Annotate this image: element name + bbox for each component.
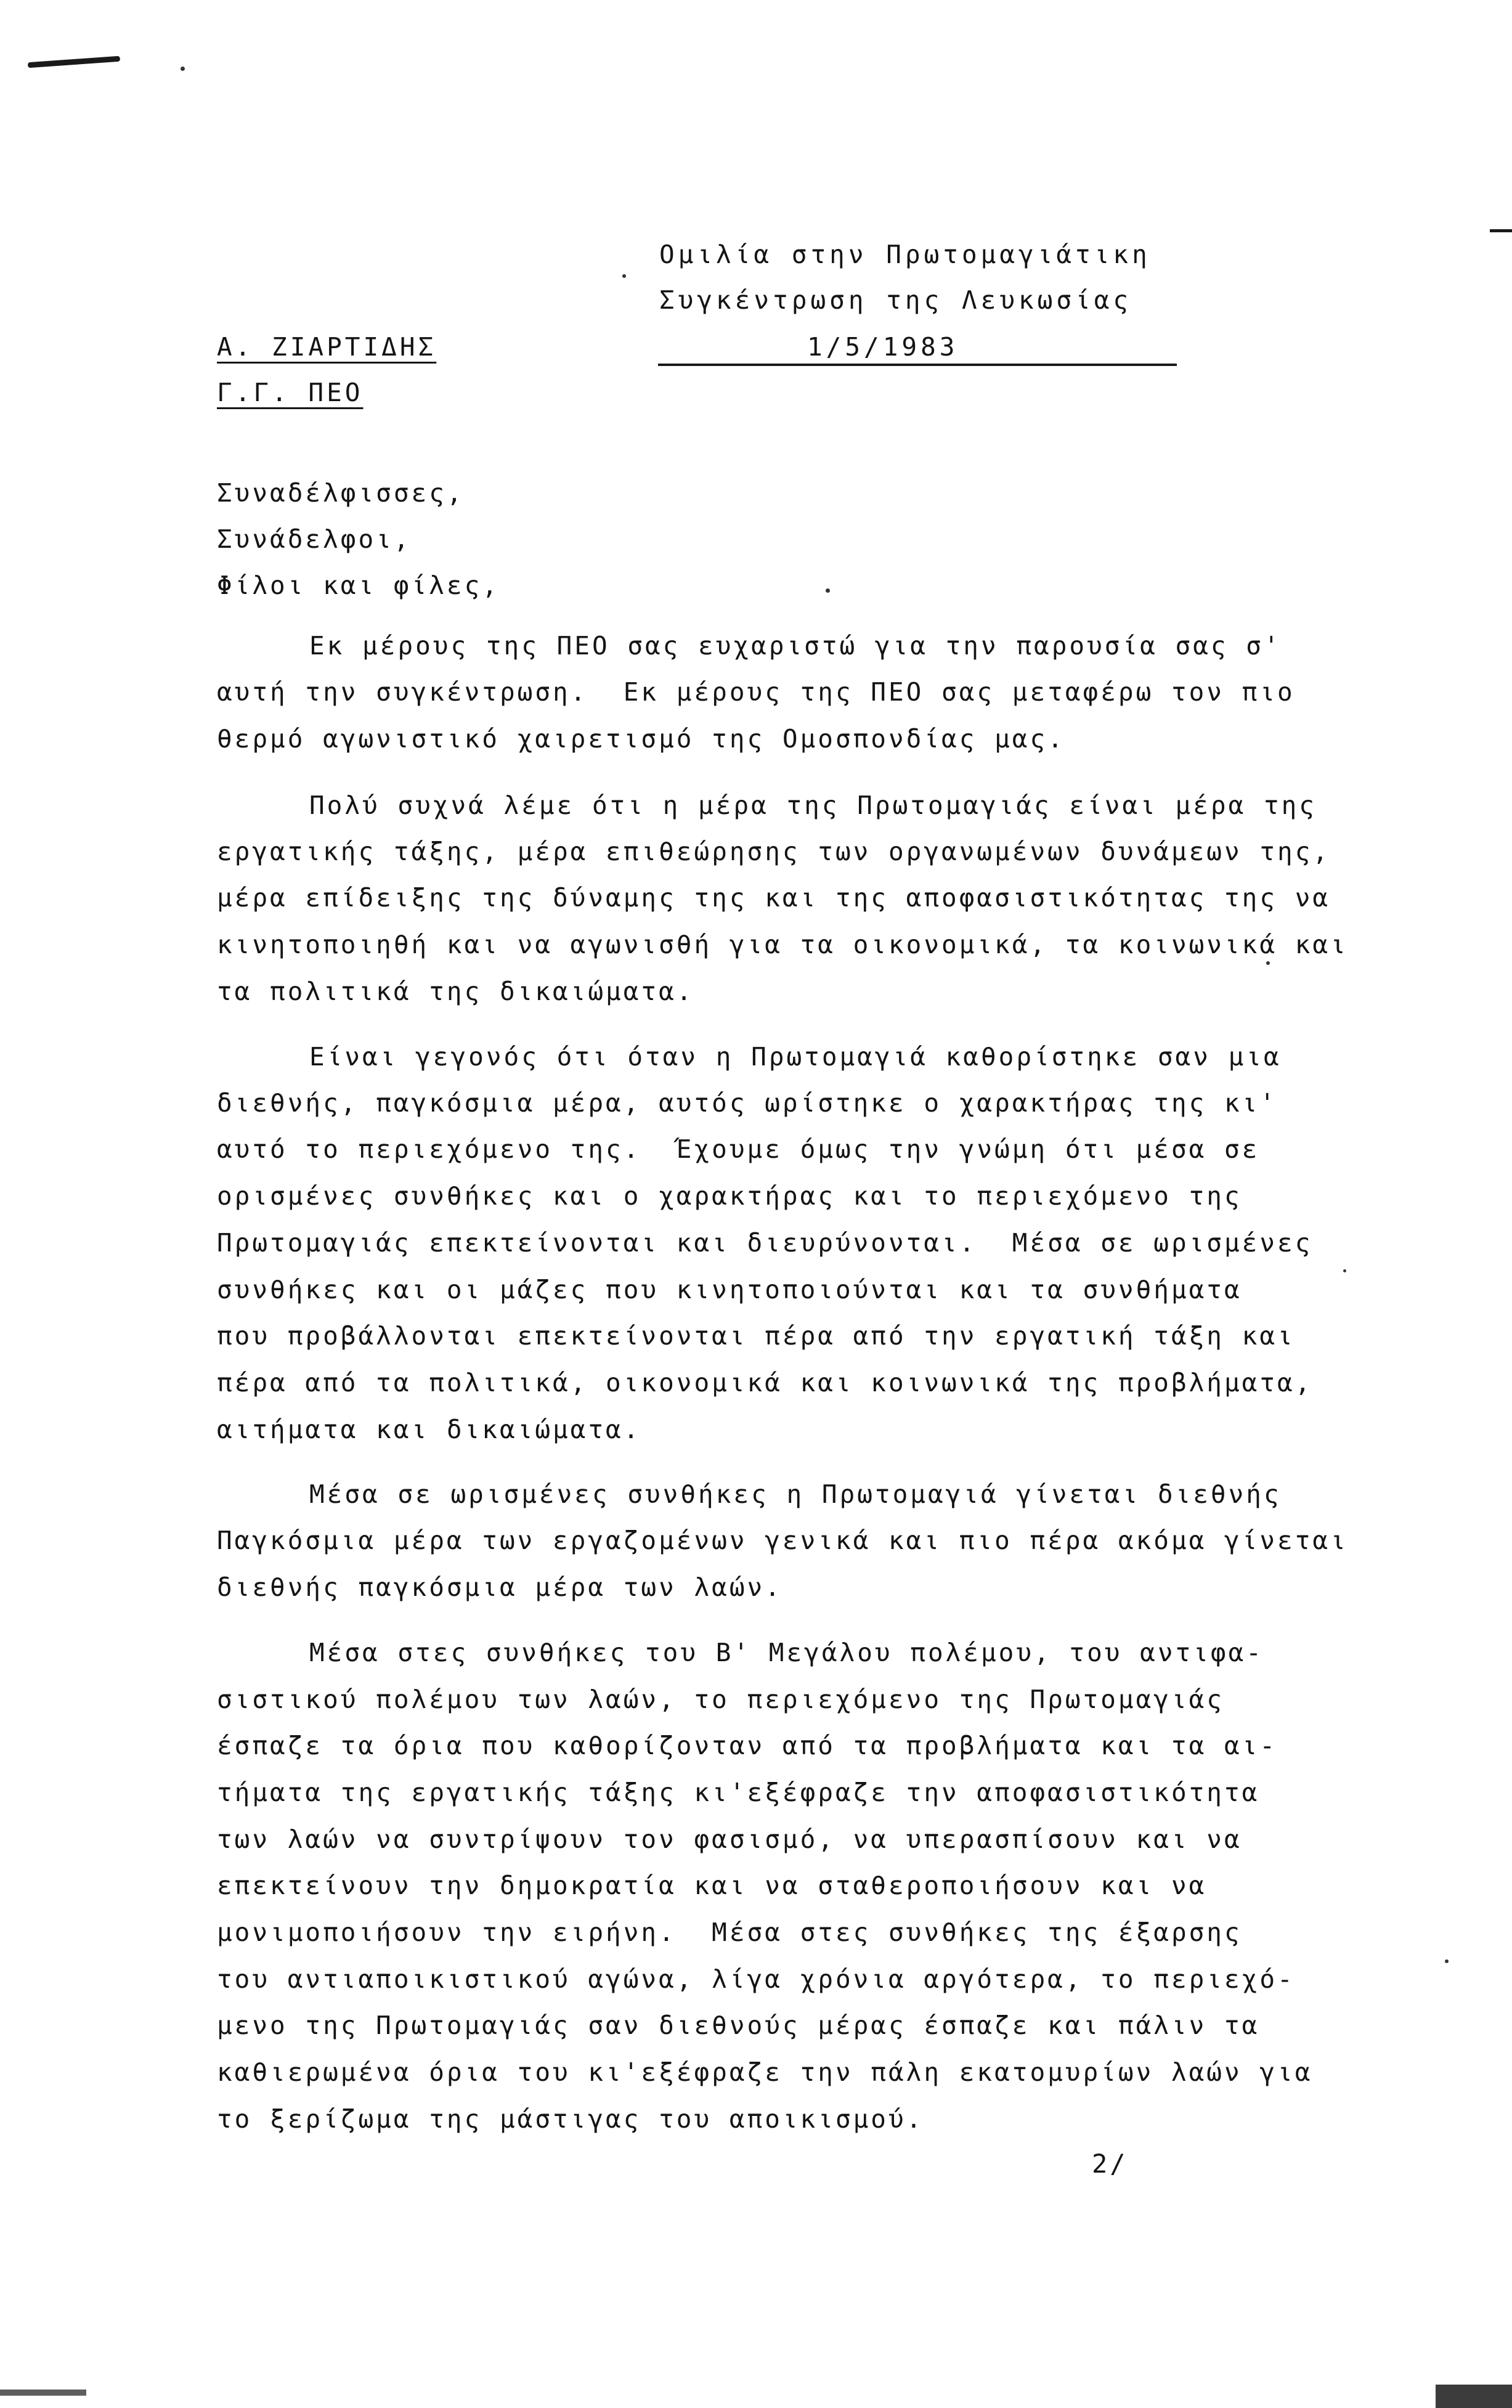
salutation-line: Συναδέλφισσες, [217, 478, 465, 508]
body-line: συνθήκες και οι μάζες που κινητοποιούνται και τα συνθήματα [217, 1275, 1242, 1304]
body-line: έσπαζε τα όρια που καθορίζονταν από τα προβλήματα και τα αι- [217, 1731, 1278, 1760]
body-line: Παγκόσμια μέρα των εργαζομένων γενικά και πιο πέρα ακόμα γίνεται [217, 1526, 1348, 1555]
body-line: που προβάλλονται επεκτείνονται πέρα από την εργατική τάξη και [217, 1321, 1295, 1351]
scan-speck [1445, 1959, 1449, 1963]
scan-artifact-bottom-left [0, 2390, 86, 2396]
body-line: μονιμοποιήσουν την ειρήνη. Μέσα στες συνθήκες της έξαρσης [217, 1918, 1242, 1947]
scan-artifact-right-edge [1490, 229, 1512, 232]
salutation-line: Φίλοι και φίλες, [217, 571, 500, 600]
body-line: κινητοποιηθή και να αγωνισθή για τα οικονομικά, τα κοινωνικά και [217, 930, 1348, 959]
event-title-line-1: Ομιλία στην Πρωτομαγιάτικη [659, 240, 1151, 269]
body-line: Πολύ συχνά λέμε ότι η μέρα της Πρωτομαγιάς είναι μέρα της [309, 791, 1317, 820]
body-line: Εκ μέρους της ΠΕΟ σας ευχαριστώ για την παρουσία σας σ' [309, 631, 1282, 661]
body-line: μενο της Πρωτομαγιάς σαν διεθνούς μέρας έσπαζε και πάλιν τα [217, 2011, 1260, 2040]
body-line: Πρωτομαγιάς επεκτείνονται και διευρύνονται. Μέσα σε ωρισμένες [217, 1228, 1313, 1258]
body-line: Μέσα σε ωρισμένες συνθήκες η Πρωτομαγιά γίνεται διεθνής [309, 1479, 1282, 1509]
body-line: διεθνής, παγκόσμια μέρα, αυτός ωρίστηκε ο χαρακτήρας της κι' [217, 1088, 1278, 1118]
scan-speck [1266, 961, 1270, 965]
body-line: το ξερίζωμα της μάστιγας του αποικισμού. [217, 2104, 924, 2134]
body-line: αυτό το περιεχόμενο της. Έχουμε όμως την γνώμη ότι μέσα σε [217, 1134, 1260, 1164]
body-line: σιστικού πολέμου των λαών, το περιεχόμενο της Πρωτομαγιάς [217, 1685, 1224, 1714]
body-line: αυτή την συγκέντρωση. Εκ μέρους της ΠΕΟ σας μεταφέρω τον πιο [217, 677, 1295, 707]
body-line: εργατικής τάξης, μέρα επιθεώρησης των οργανωμένων δυνάμεων της, [217, 837, 1331, 866]
salutation-line: Συνάδελφοι, [217, 524, 412, 554]
body-line: του αντιαποικιστικού αγώνα, λίγα χρόνια αργότερα, το περιεχό- [217, 1964, 1295, 1994]
speech-date: 1/5/1983 [807, 332, 959, 362]
body-line: Μέσα στες συνθήκες του Β' Μεγάλου πολέμου, του αντιφα- [309, 1638, 1264, 1667]
body-line: των λαών να συντρίψουν τον φασισμό, να υπερασπίσουν και να [217, 1824, 1242, 1854]
body-line: καθιερωμένα όρια του κι'εξέφραζε την πάλη εκατομυρίων λαών για [217, 2057, 1313, 2087]
event-title-line-2: Συγκέντρωση της Λευκωσίας [659, 285, 1132, 315]
scan-speck [181, 67, 185, 71]
body-line: διεθνής παγκόσμια μέρα των λαών. [217, 1572, 782, 1602]
scan-speck [622, 274, 626, 278]
scan-speck [826, 588, 830, 593]
scan-artifact-bottom-right [1436, 2385, 1512, 2408]
page-number: 2/ [1092, 2149, 1128, 2179]
body-line: αιτήματα και δικαιώματα. [217, 1415, 641, 1444]
body-line: ορισμένες συνθήκες και ο χαρακτήρας και το περιεχόμενο της [217, 1181, 1242, 1211]
scan-artifact-top-left [28, 56, 120, 68]
body-line: τήματα της εργατικής τάξης κι'εξέφραζε την αποφασιστικότητα [217, 1778, 1260, 1807]
body-line: θερμό αγωνιστικό χαιρετισμό της Ομοσπονδίας μας. [217, 724, 1065, 754]
body-line: μέρα επίδειξης της δύναμης της και της αποφασιστικότητας της να [217, 883, 1331, 913]
body-line: τα πολιτικά της δικαιώματα. [217, 977, 694, 1006]
author-role: Γ.Γ. ΠΕΟ [217, 378, 364, 407]
body-line: επεκτείνουν την δημοκρατία και να σταθεροποιήσουν και να [217, 1871, 1207, 1900]
scan-speck [1343, 1269, 1346, 1272]
author-name: Α. ΖΙΑΡΤΙΔΗΣ [217, 332, 437, 362]
body-line: πέρα από τα πολιτικά, οικονομικά και κοινωνικά της προβλήματα, [217, 1368, 1313, 1397]
date-underline-rule [658, 364, 1177, 366]
body-line: Είναι γεγονός ότι όταν η Πρωτομαγιά καθορίστηκε σαν μια [309, 1042, 1282, 1072]
